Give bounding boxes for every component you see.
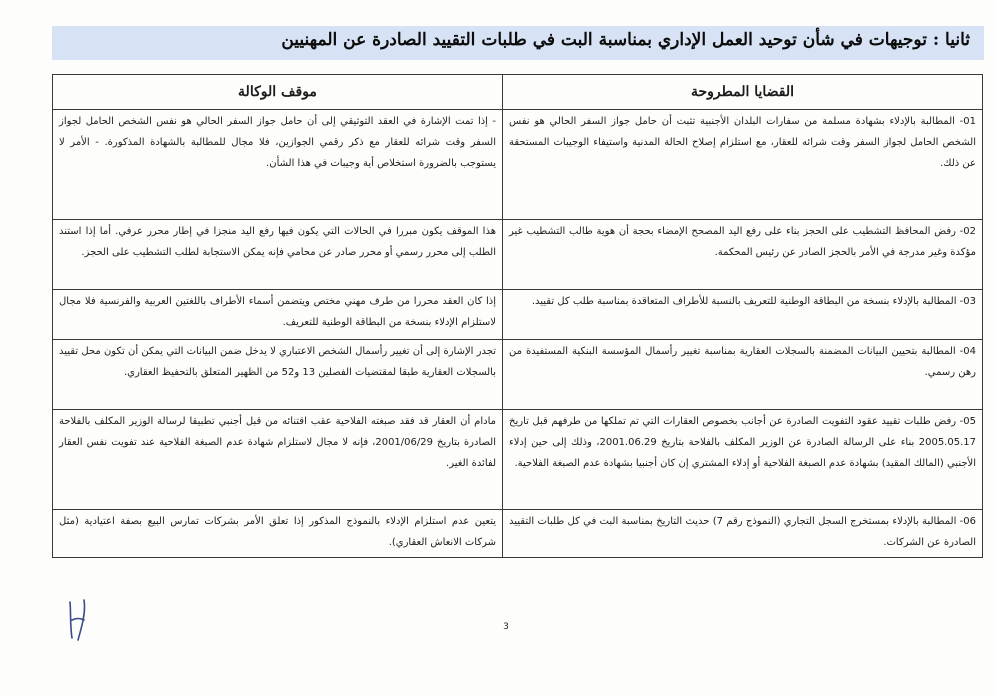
issue-cell: 03- المطالبة بالإدلاء بنسخة من البطاقة الوطنية للتعريف بالنسبة للأطراف المتعاقدة بمناسبة طلب كل تقييد. — [503, 290, 983, 340]
table-row — [53, 410, 983, 510]
table-row — [53, 110, 983, 220]
issue-cell: 02- رفض المحافظ التشطيب على الحجز بناء على رفع اليد المصحح الإمضاء بحجة أن هوية طالب التشطيب غير مؤكدة وغير مدرجة في الأمر بالحجز الصادر عن رئيس المحكمة. — [503, 220, 983, 290]
guidance-table — [52, 74, 983, 558]
section-heading: ثانيا : توجيهات في شأن توحيد العمل الإداري بمناسبة البت في طلبات التقييد الصادرة عن المهنيين — [52, 26, 984, 60]
table-row — [53, 220, 983, 290]
header-issues: القضايا المطروحة — [503, 75, 983, 110]
position-cell: يتعين عدم استلزام الإدلاء بالنموذج المذكور إذا تعلق الأمر بشركات تمارس البيع بصفة اعتيادية (مثل شركات الانعاش العقاري). — [53, 510, 503, 558]
issue-cell: 01- المطالبة بالإدلاء بشهادة مسلمة من سفارات البلدان الأجنبية تثبت أن حامل جواز السفر الحالي هو نفس الشخص الحامل لجواز السفر وقت شرائه للعقار، مع استلزام إصلاح الحالة المدنية واستيفاء الوجيبات المستحقة عن ذلك. — [503, 110, 983, 220]
position-cell: - إذا تمت الإشارة في العقد التوثيقي إلى أن حامل جواز السفر الحالي هو نفس الشخص الحامل لجواز السفر وقت شرائه للعقار مع ذكر رقمي الجوازين، فلا مجال للمطالبة بالشهادة المذكورة. - الأمر لا يستوجب بالضرورة استخلاص أية وجيبات في هذا الشأن. — [53, 110, 503, 220]
page-number: 3 — [503, 622, 509, 632]
table-row — [53, 290, 983, 340]
position-cell: تجدر الإشارة إلى أن تغيير رأسمال الشخص الاعتباري لا يدخل ضمن البيانات التي يمكن أن تكون محل تقييد بالسجلات العقارية طبقا لمقتضيات الفصلين 13 و52 من الظهير المتعلق بالتحفيظ العقاري. — [53, 340, 503, 410]
handwritten-initials — [62, 596, 102, 642]
table-header-row — [53, 75, 983, 110]
issue-cell: 05- رفض طلبات تقييد عقود التفويت الصادرة عن أجانب بخصوص العقارات التي تم تملكها من طرفهم قبل تاريخ 2005.05.17 بناء على الرسالة الصادرة عن الوزير المكلف بالفلاحة بتاريخ 2001.06.29، وذلك إلى حين إدلاء الأجنبي (المالك المقيد) بشهادة عدم الصبغة الفلاحية أو إدلاء المشتري إن كان أجنبيا بشهادة عدم الصبغة الفلاحية. — [503, 410, 983, 510]
position-cell: مادام أن العقار قد فقد صبغته الفلاحية عقب اقتنائه من قبل أجنبي تطبيقا لرسالة الوزير المكلف بالفلاحة الصادرة بتاريخ 2001/06/29، فإنه لا مجال لاستلزام شهادة عدم الصبغة الفلاحية عند تفويت نفس العقار لفائدة الغير. — [53, 410, 503, 510]
table-row — [53, 340, 983, 410]
issue-cell: 04- المطالبة بتحيين البيانات المضمنة بالسجلات العقارية بمناسبة تغيير رأسمال المؤسسة البنكية المستفيدة من رهن رسمي. — [503, 340, 983, 410]
position-cell: إذا كان العقد محررا من طرف مهني مختص ويتضمن أسماء الأطراف باللغتين العربية والفرنسية فلا مجال لاستلزام الإدلاء بنسخة من البطاقة الوطنية للتعريف. — [53, 290, 503, 340]
issue-cell: 06- المطالبة بالإدلاء بمستخرج السجل التجاري (النموذج رقم 7) حديث التاريخ بمناسبة البت في كل طلبات التقييد الصادرة عن الشركات. — [503, 510, 983, 558]
position-cell: هذا الموقف يكون مبررا في الحالات التي يكون فيها رفع اليد منجزا في إطار محرر عرفي. أما إذا استند الطلب إلى محرر رسمي أو محرر صادر عن محامي فإنه يمكن الاستجابة لطلب التشطيب على الحجز. — [53, 220, 503, 290]
table-row — [53, 510, 983, 558]
header-agency-position: موقف الوكالة — [53, 75, 503, 110]
